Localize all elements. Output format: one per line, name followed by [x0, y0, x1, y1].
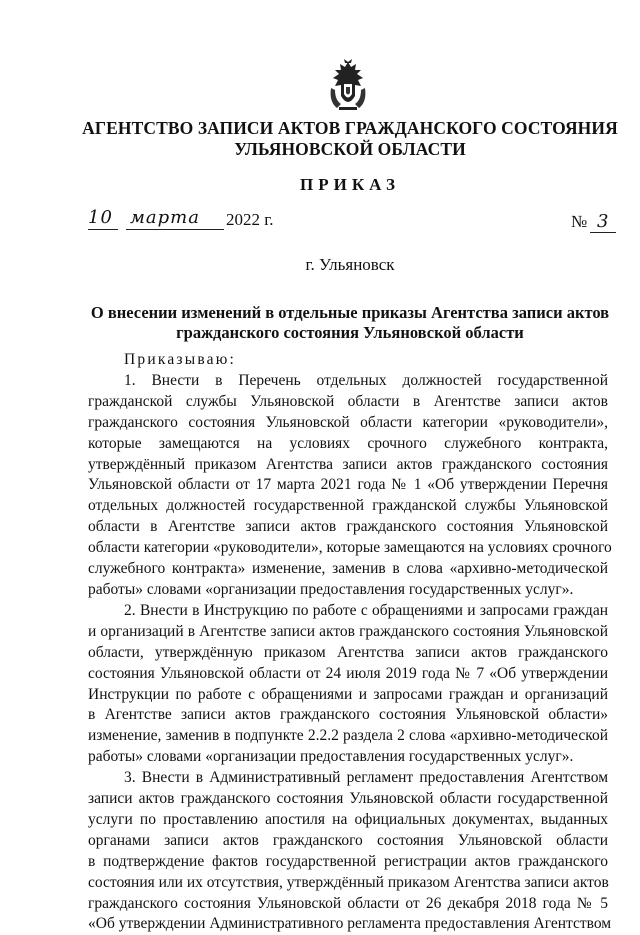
body-line: записи актов гражданского состояния Ульяновской области государственной — [88, 790, 608, 808]
date-year: 2022 г. — [226, 210, 274, 229]
body-line: органами записи актов гражданского состояния Ульяновской области — [88, 831, 608, 849]
body-line: области в Агентстве записи актов гражданского состояния Ульяновской — [88, 518, 608, 536]
date-month-underline — [126, 229, 224, 230]
date-month: марта — [130, 207, 200, 228]
body-line: утверждённый приказом Агентства записи актов гражданского состояния — [88, 455, 608, 473]
body-line: состояния Ульяновской области от 24 июля 2019 года № 7 «Об утверждении — [88, 664, 608, 682]
order-lead: Приказываю: — [124, 351, 237, 368]
city: г. Ульяновск — [305, 255, 395, 274]
body-line: Инструкции по работе с обращениями и запросами граждан и организаций — [88, 685, 608, 703]
date-day: 10 — [88, 207, 113, 228]
subject-line1: О внесении изменений в отдельные приказы Агентства записи актов — [90, 303, 610, 322]
body-line: гражданского состояния Ульяновской области от 26 декабря 2018 года № 5 — [88, 894, 608, 912]
body-line: Ульяновской области от 17 марта 2021 года № 1 «Об утверждении Перечня — [88, 476, 608, 494]
body-line: «Об утверждении Административного регламента предоставления Агентством — [88, 915, 612, 933]
body-line: отдельных должностей государственной гражданской службы Ульяновской — [88, 497, 608, 515]
number-value: 3 — [590, 211, 616, 233]
body-line: 2. Внести в Инструкцию по работе с обращениями и запросами граждан — [124, 601, 608, 619]
body-line: 1. Внести в Перечень отдельных должностей государственной — [124, 371, 608, 389]
order-number — [571, 211, 616, 233]
number-label: № — [571, 212, 588, 231]
body-line: служебного контракта» изменение, заменив в слова «архивно-методической — [88, 560, 608, 578]
body-line: и организаций в Агентстве записи актов гражданского состояния Ульяновской — [88, 622, 608, 640]
body-line: гражданского состояния Ульяновской области категории «руководители», — [88, 413, 608, 431]
body-line: работы» словами «организации предоставления государственных услуг». — [88, 580, 574, 598]
body-line: услуги по проставлению апостиля на официальных документах, выданных — [88, 810, 608, 828]
order-title: ПРИКАЗ — [300, 175, 400, 194]
body-line: которые замещаются на условиях срочного служебного контракта, — [88, 434, 608, 452]
subject-line2: гражданского состояния Ульяновской области — [176, 323, 524, 342]
order-body — [88, 350, 612, 935]
body-lines — [88, 371, 612, 935]
body-line: в Агентстве записи актов гражданского состояния Ульяновской области» — [88, 706, 608, 724]
coat-of-arms-emblem — [325, 58, 371, 114]
body-line: области категории «руководители», которые замещаются на условиях срочного — [88, 539, 612, 557]
body-line: работы» словами «организации предоставления государственных услуг». — [88, 748, 574, 766]
body-line: 3. Внести в Административный регламент предоставления Агентством — [124, 769, 608, 787]
body-line: изменение, заменив в подпункте 2.2.2 раздела 2 слова «архивно-методической — [88, 727, 608, 745]
agency-name-line1: АГЕНТСТВО ЗАПИСИ АКТОВ ГРАЖДАНСКОГО СОСТОЯНИЯ — [82, 118, 618, 138]
body-line: гражданской службы Ульяновской области в Агентстве записи актов — [88, 392, 608, 410]
agency-name-line2: УЛЬЯНОВСКОЙ ОБЛАСТИ — [234, 139, 466, 159]
date-day-underline — [88, 229, 118, 230]
body-line: в подтверждение фактов государственной регистрации актов гражданского — [88, 852, 608, 870]
body-line: состояния или их отсутствия, утверждённый приказом Агентства записи актов — [88, 873, 609, 891]
body-line: области, утверждённую приказом Агентства записи актов гражданского — [88, 643, 608, 661]
